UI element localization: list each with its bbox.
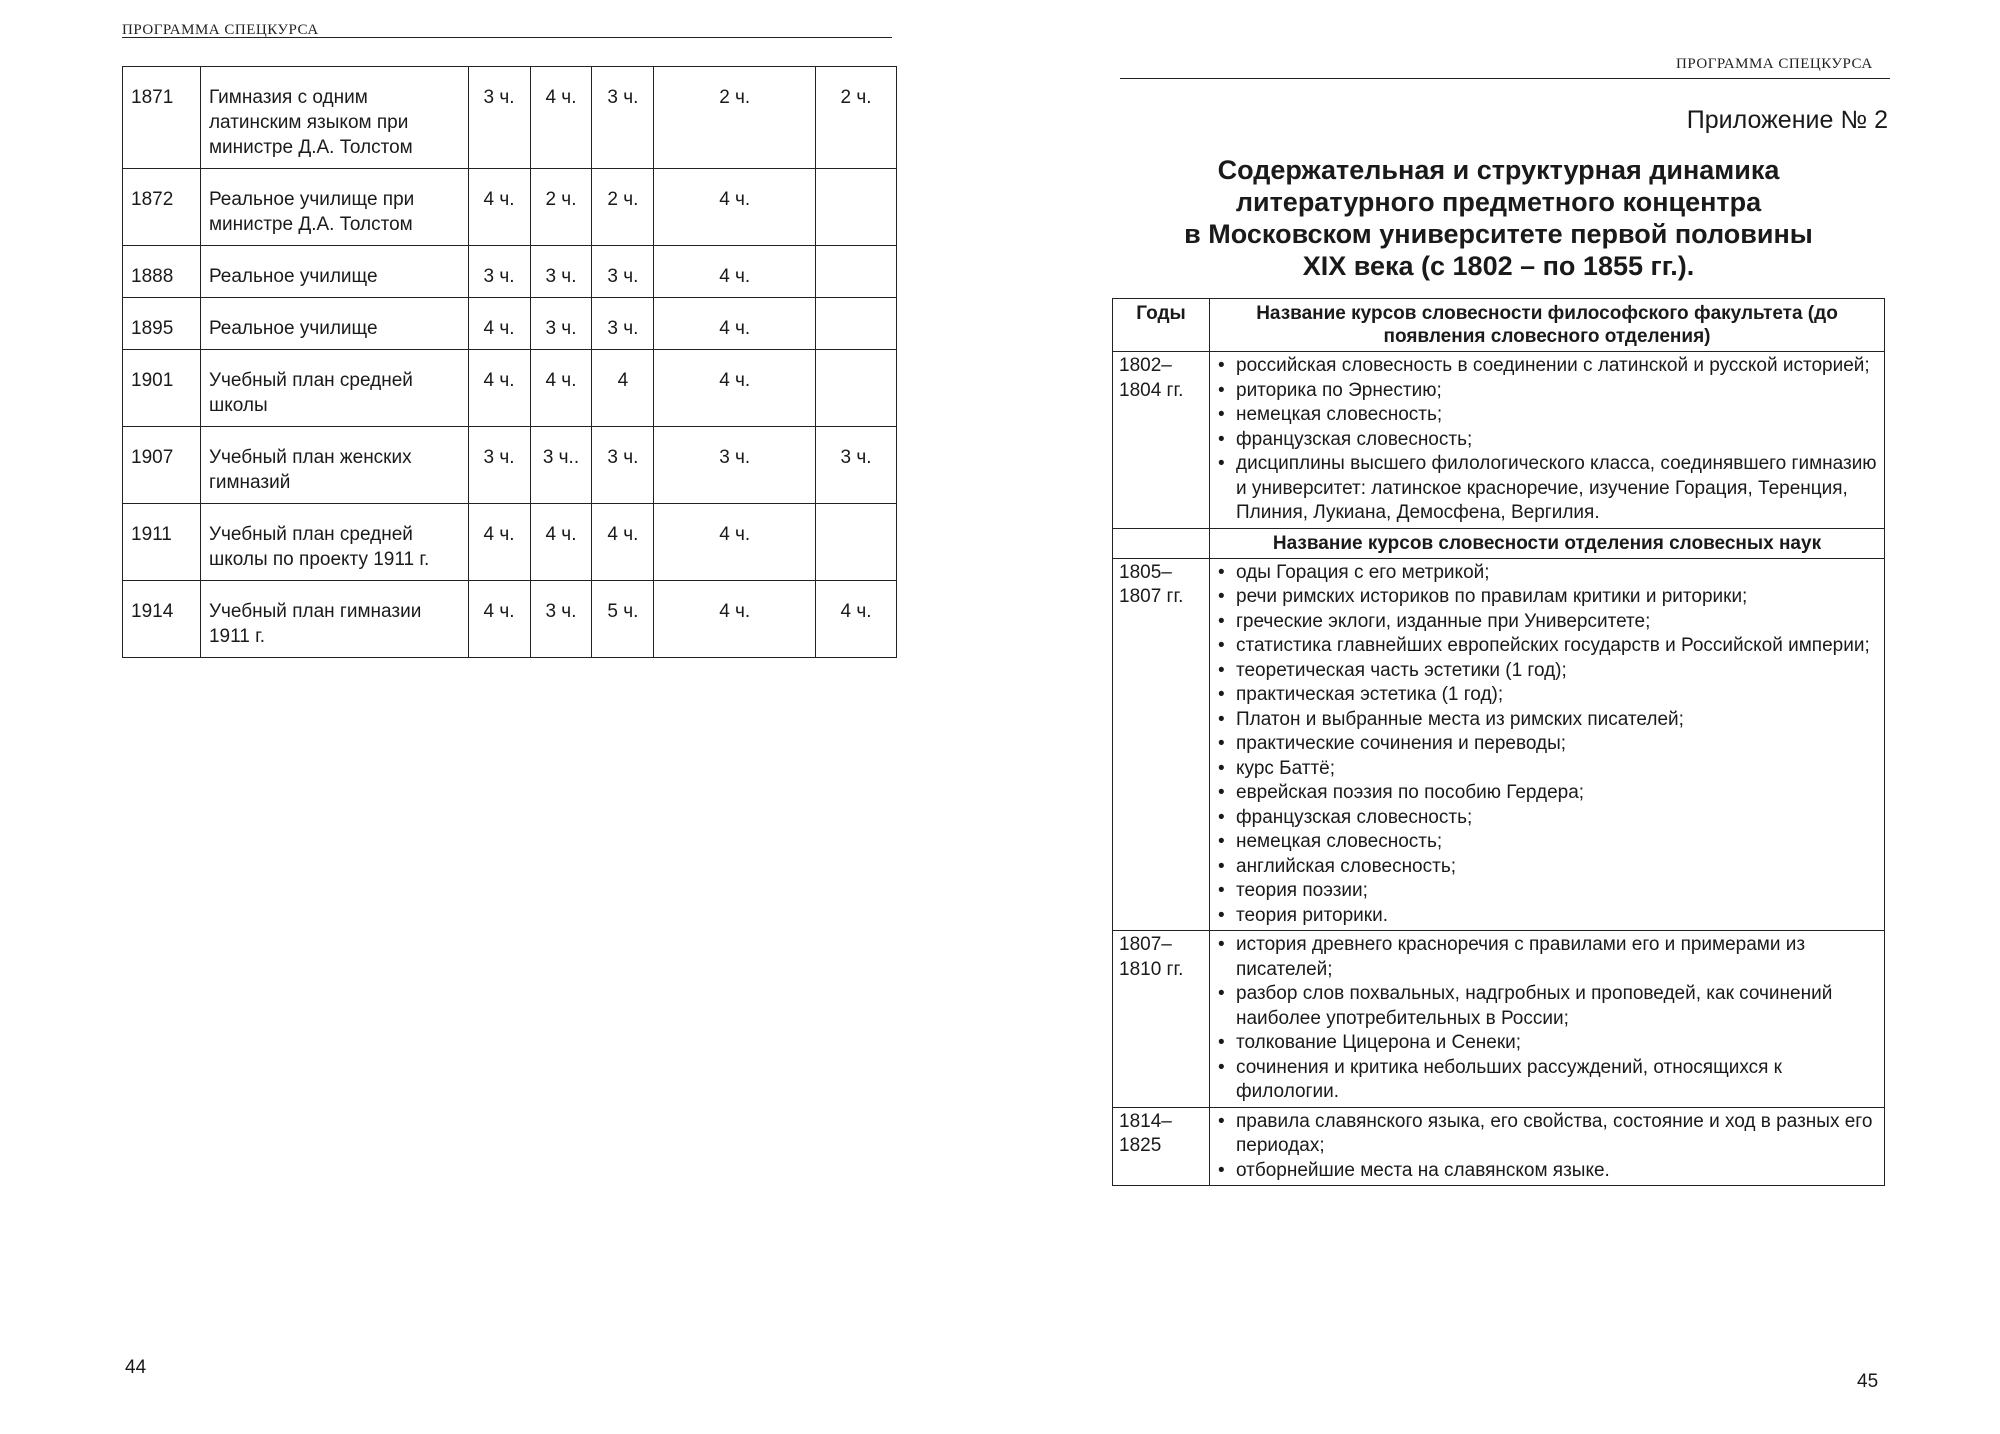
row-school-type: Реальное училище [200, 246, 468, 298]
row-year: 1901 [123, 350, 201, 427]
hours-table [122, 66, 897, 658]
list-item: • греческие эклоги, изданные при Университете; [1216, 610, 1878, 635]
hours-cell: 4 ч. [654, 246, 816, 298]
row-school-type: Учебный план женских гимназий [200, 427, 468, 504]
period-years [1113, 931, 1210, 1108]
hours-cell: 4 [592, 350, 654, 427]
list-item: • правила славянского языка, его свойства, состояние и ход в разных его периодах; [1216, 1110, 1878, 1159]
hours-cell: 4 ч. [592, 504, 654, 581]
hours-cell [816, 504, 897, 581]
row-school-type: Учебный план средней школы [200, 350, 468, 427]
years-line: 1825 [1119, 1135, 1162, 1156]
row-year: 1914 [123, 581, 201, 658]
hours-cell: 4 ч. [468, 298, 530, 350]
list-item: • история древнего красноречия с правилами его и примерами из писателей; [1216, 933, 1878, 982]
years-line: 1810 гг. [1119, 958, 1184, 980]
list-item: • сочинения и критика небольших рассуждений, относящихся к филологии. [1216, 1056, 1878, 1105]
row-year: 1895 [123, 298, 201, 350]
appendix-label: Приложение № 2 [1686, 106, 1888, 134]
list-item: • английская словесность; [1216, 855, 1878, 880]
page-number: 44 [125, 1357, 147, 1378]
table-row [123, 581, 897, 658]
period-years [1113, 352, 1210, 529]
list-item: • российская словесность в соединении с латинской и русской историей; [1216, 354, 1878, 379]
right-page [1000, 0, 2000, 1434]
list-item: • практическая эстетика (1 год); [1216, 683, 1878, 708]
years-line: 1807 гг. [1119, 586, 1184, 607]
title-line: Содержательная и структурная динамика [1217, 155, 1780, 185]
period-row [1113, 1107, 1885, 1186]
page-title [1112, 154, 1885, 282]
hours-cell: 4 ч. [468, 581, 530, 658]
hours-cell: 3 ч. [592, 298, 654, 350]
hours-cell: 4 ч. [654, 581, 816, 658]
hours-cell: 4 ч. [654, 298, 816, 350]
course-list [1216, 561, 1878, 929]
hours-cell: 3 ч. [592, 427, 654, 504]
hours-cell [816, 169, 897, 246]
hours-cell [816, 350, 897, 427]
header-rule [1120, 78, 1890, 79]
list-item: • речи римских историков по правилам критики и риторики; [1216, 585, 1878, 610]
hours-cell: 3 ч.. [530, 427, 592, 504]
list-item: • отборнейшие места на славянском языке. [1216, 1159, 1878, 1184]
hours-cell: 3 ч. [468, 246, 530, 298]
list-item: • оды Горация с его метрикой; [1216, 561, 1878, 586]
table-row [123, 298, 897, 350]
hours-cell: 3 ч. [530, 246, 592, 298]
list-item: • немецкая словесность; [1216, 403, 1878, 428]
table-row [123, 169, 897, 246]
table-row [123, 350, 897, 427]
table-row [123, 67, 897, 169]
list-item: • еврейская поэзия по пособию Гердера; [1216, 781, 1878, 806]
list-item: • Платон и выбранные места из римских писателей; [1216, 708, 1878, 733]
row-year: 1888 [123, 246, 201, 298]
hours-cell: 5 ч. [592, 581, 654, 658]
row-year: 1872 [123, 169, 201, 246]
period-row [1113, 352, 1885, 529]
row-school-type: Гимназия с одним латинским языком при министре Д.А. Толстом [200, 67, 468, 169]
period-years [1113, 558, 1210, 931]
hours-cell: 2 ч. [816, 67, 897, 169]
hours-cell: 2 ч. [592, 169, 654, 246]
list-item: • французская словесность; [1216, 806, 1878, 831]
years-line: 1805– [1119, 561, 1172, 583]
section-header: Название курсов словесности отделения словесных наук [1210, 528, 1885, 558]
hours-cell: 4 ч. [816, 581, 897, 658]
course-list-cell [1210, 352, 1885, 529]
header-years: Годы [1113, 299, 1210, 352]
hours-cell [816, 298, 897, 350]
list-item: • теоретическая часть эстетики (1 год); [1216, 659, 1878, 684]
hours-cell [816, 246, 897, 298]
period-row [1113, 558, 1885, 931]
running-head: ПРОГРАММА СПЕЦКУРСА [122, 22, 319, 38]
period-years [1113, 1107, 1210, 1186]
list-item: • практические сочинения и переводы; [1216, 732, 1878, 757]
list-item: • статистика главнейших европейских государств и Российской империи; [1216, 634, 1878, 659]
row-year: 1871 [123, 67, 201, 169]
period-row [1113, 931, 1885, 1108]
section-header-row [1113, 528, 1885, 558]
years-line: 1807– [1119, 934, 1172, 955]
course-list-cell [1210, 1107, 1885, 1186]
table-row [123, 246, 897, 298]
row-school-type: Учебный план средней школы по проекту 1911 г. [200, 504, 468, 581]
years-line: 1804 гг. [1119, 379, 1184, 401]
list-item: • риторика по Эрнестию; [1216, 379, 1878, 404]
hours-cell: 3 ч. [468, 427, 530, 504]
list-item: • теория поэзии; [1216, 879, 1878, 904]
list-item: • разбор слов похвальных, надгробных и проповедей, как сочинений наиболее употребительных в России; [1216, 982, 1878, 1031]
years-line: 1814– [1119, 1110, 1172, 1132]
table-row [123, 504, 897, 581]
hours-cell: 3 ч. [530, 298, 592, 350]
hours-cell: 2 ч. [654, 67, 816, 169]
hours-cell: 4 ч. [468, 504, 530, 581]
hours-cell: 4 ч. [654, 169, 816, 246]
hours-cell: 3 ч. [530, 581, 592, 658]
title-line: в Московском университете первой половины [1184, 219, 1813, 249]
title-line: XIX века (с 1802 – по 1855 гг.). [1302, 251, 1695, 281]
hours-cell: 3 ч. [816, 427, 897, 504]
list-item: • французская словесность; [1216, 428, 1878, 453]
hours-cell: 2 ч. [530, 169, 592, 246]
row-school-type: Реальное училище [200, 298, 468, 350]
list-item: • теория риторики. [1216, 904, 1878, 929]
list-item: • дисциплины высшего филологического класса, соединявшего гимназию и университет: латинское красноречие, изучение Горация, Теренция, Плиния, Лукиана, Демосфена, Вергилия. [1216, 452, 1878, 526]
course-list [1216, 933, 1878, 1105]
hours-cell: 4 ч. [654, 350, 816, 427]
row-year: 1911 [123, 504, 201, 581]
list-item: • немецкая словесность; [1216, 830, 1878, 855]
empty-cell [1113, 528, 1210, 558]
row-school-type: Реальное училище при министре Д.А. Толстом [200, 169, 468, 246]
table-row [123, 427, 897, 504]
hours-cell: 4 ч. [530, 350, 592, 427]
header-courses: Название курсов словесности философского факультета (до появления словесного отделения) [1210, 299, 1885, 352]
row-school-type: Учебный план гимназии 1911 г. [200, 581, 468, 658]
page-number: 45 [1857, 1371, 1879, 1392]
hours-cell: 3 ч. [468, 67, 530, 169]
hours-cell: 4 ч. [468, 350, 530, 427]
hours-cell: 3 ч. [592, 246, 654, 298]
course-list-cell [1210, 931, 1885, 1108]
hours-cell: 4 ч. [530, 67, 592, 169]
title-line: литературного предметного концентра [1235, 187, 1762, 217]
header-rule [122, 37, 892, 38]
list-item: • курс Баттё; [1216, 757, 1878, 782]
hours-cell: 3 ч. [654, 427, 816, 504]
running-head: ПРОГРАММА СПЕЦКУРСА [1676, 56, 1873, 72]
courses-table [1112, 298, 1885, 1186]
hours-cell: 4 ч. [530, 504, 592, 581]
hours-cell: 4 ч. [468, 169, 530, 246]
course-list [1216, 354, 1878, 526]
course-list [1216, 1110, 1878, 1184]
list-item: • толкование Цицерона и Сенеки; [1216, 1031, 1878, 1056]
hours-cell: 3 ч. [592, 67, 654, 169]
row-year: 1907 [123, 427, 201, 504]
years-line: 1802– [1119, 355, 1172, 376]
hours-cell: 4 ч. [654, 504, 816, 581]
course-list-cell [1210, 558, 1885, 931]
